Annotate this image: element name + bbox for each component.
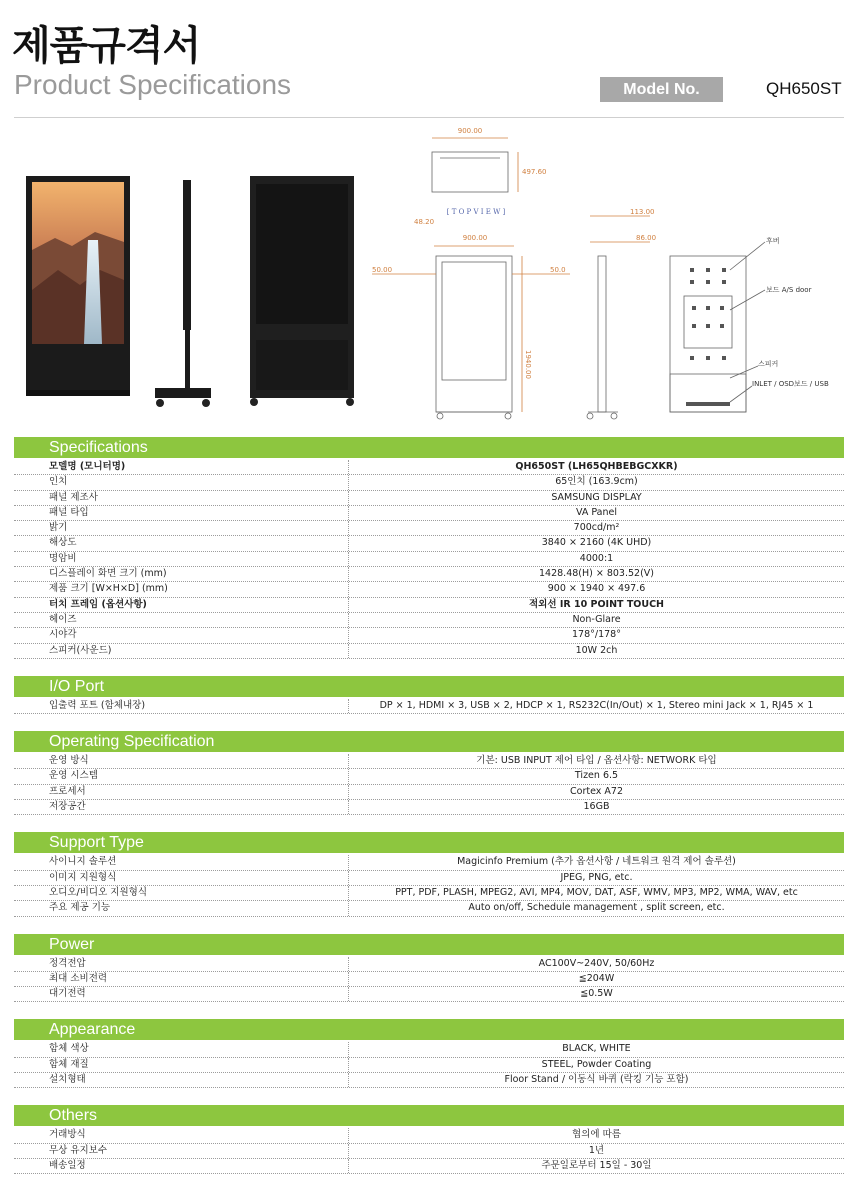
spec-row <box>14 972 844 987</box>
spec-value: BLACK, WHITE <box>562 1043 631 1055</box>
spec-value: 16GB <box>583 801 610 813</box>
section-header: Others <box>14 1105 844 1126</box>
spec-key: 최대 소비전력 <box>14 972 349 986</box>
spec-key: 제품 크기 [W×H×D] (mm) <box>14 582 349 596</box>
page-title-english: Product Specifications <box>14 69 292 100</box>
spec-key: 패널 제조사 <box>14 491 349 505</box>
spec-row <box>14 754 844 769</box>
spec-row <box>14 1058 844 1073</box>
spec-row <box>14 628 844 643</box>
spec-section <box>14 1105 844 1174</box>
spec-key: 패널 타입 <box>14 506 349 520</box>
spec-key: 입출력 포트 (함체내장) <box>14 699 349 713</box>
spec-value: ≦204W <box>578 972 615 984</box>
spec-key: 인치 <box>14 475 349 489</box>
spec-section <box>14 1019 844 1088</box>
spec-key: 저장공간 <box>14 800 349 814</box>
spec-section <box>14 676 844 714</box>
spec-section <box>14 934 844 1003</box>
spec-value: ≦0.5W <box>580 988 613 1000</box>
spec-row <box>14 1042 844 1057</box>
spec-sections <box>14 437 844 1191</box>
spec-row <box>14 460 844 475</box>
front-elevation-drawing <box>372 246 570 419</box>
rear-elevation-drawing <box>670 242 765 412</box>
spec-value: DP × 1, HDMI × 3, USB × 2, HDCP × 1, RS232C(In/Out) × 1, Stereo mini Jack × 1, RJ45 × 1 <box>379 699 814 711</box>
spec-row <box>14 871 844 886</box>
dim-top-width: 900.00 <box>457 127 483 135</box>
model-number-value: QH650ST <box>766 79 842 98</box>
spec-row <box>14 1073 844 1088</box>
spec-key: 시야각 <box>14 628 349 642</box>
dim-left-margin: 50.00 <box>372 266 393 274</box>
spec-value: Magicinfo Premium (추가 옵션사항 / 네트워크 원격 제어 솔루션) <box>457 856 736 868</box>
spec-value: 900 × 1940 × 497.6 <box>547 583 646 595</box>
spec-key: 함체 색상 <box>14 1042 349 1056</box>
spec-value: VA Panel <box>575 506 618 518</box>
spec-row <box>14 613 844 628</box>
spec-value: Cortex A72 <box>570 785 623 797</box>
spec-key: 운영 방식 <box>14 754 349 768</box>
spec-key: 무상 유지보수 <box>14 1144 349 1158</box>
spec-value: 주문일로부터 15일 - 30일 <box>541 1159 652 1171</box>
spec-key: 이미지 지원형식 <box>14 871 349 885</box>
spec-value: 10W 2ch <box>575 644 618 656</box>
spec-value: JPEG, PNG, etc. <box>560 871 633 883</box>
spec-row <box>14 1159 844 1174</box>
section-header: Power <box>14 934 844 955</box>
spec-row <box>14 769 844 784</box>
spec-key: 거래방식 <box>14 1128 349 1142</box>
spec-value: Non-Glare <box>572 613 621 625</box>
spec-key: 해상도 <box>14 536 349 550</box>
spec-key: 모델명 (모니터명) <box>14 460 349 474</box>
spec-row <box>14 901 844 916</box>
spec-value: 1428.48(H) × 803.52(V) <box>539 568 654 580</box>
callout-speaker: 스피커 <box>758 360 779 368</box>
rear-vent-pattern <box>686 268 730 406</box>
spec-key: 오디오/비디오 지원형식 <box>14 886 349 900</box>
top-view-label: [ T O P V I E W ] <box>446 208 506 216</box>
spec-key: 명암비 <box>14 552 349 566</box>
spec-value: Tizen 6.5 <box>574 770 619 782</box>
spec-value: 기본: USB INPUT 제어 타입 / 옵션사항: NETWORK 타입 <box>476 755 717 767</box>
spec-value: 4000:1 <box>579 552 614 564</box>
spec-key: 헤이즈 <box>14 613 349 627</box>
product-images <box>0 120 860 420</box>
spec-value: Auto on/off, Schedule management , split screen, etc. <box>468 902 725 914</box>
spec-value: 적외선 IR 10 POINT TOUCH <box>528 598 665 610</box>
spec-value: 협의에 따름 <box>572 1129 621 1141</box>
dim-top-depth: 497.60 <box>522 168 547 176</box>
spec-row <box>14 644 844 659</box>
spec-row <box>14 582 844 597</box>
spec-row <box>14 957 844 972</box>
spec-value: Floor Stand / 이동식 바퀴 (락킹 기능 포함) <box>504 1074 689 1086</box>
spec-value: 65인치 (163.9cm) <box>555 476 638 488</box>
spec-row <box>14 552 844 567</box>
spec-section <box>14 437 844 659</box>
product-back-photo <box>250 176 354 406</box>
callout-inlet: INLET / OSD보드 / USB <box>752 380 829 388</box>
spec-row <box>14 1144 844 1159</box>
spec-row <box>14 506 844 521</box>
spec-value: 3840 × 2160 (4K UHD) <box>541 537 652 549</box>
spec-row <box>14 699 844 714</box>
spec-key: 사이니지 솔루션 <box>14 855 349 869</box>
spec-key: 터치 프레임 (옵션사항) <box>14 598 349 612</box>
spec-row <box>14 785 844 800</box>
product-side-photo <box>155 180 211 407</box>
spec-key: 함체 재질 <box>14 1058 349 1072</box>
section-header: Support Type <box>14 832 844 853</box>
spec-row <box>14 987 844 1002</box>
spec-key: 설치형태 <box>14 1073 349 1087</box>
section-header: Appearance <box>14 1019 844 1040</box>
spec-key: 주요 제공 기능 <box>14 901 349 915</box>
spec-value: QH650ST (LH65QHBEBGCXKR) <box>515 461 678 472</box>
spec-row <box>14 536 844 551</box>
dim-side-depth-1: 113.00 <box>630 208 655 216</box>
section-header: Operating Specification <box>14 731 844 752</box>
spec-key: 프로세서 <box>14 785 349 799</box>
dim-height: 1940.00 <box>524 350 532 379</box>
spec-value: AC100V~240V, 50/60Hz <box>538 957 655 969</box>
dim-top-offset: 48.20 <box>414 218 435 226</box>
section-header: I/O Port <box>14 676 844 697</box>
spec-key: 정격전압 <box>14 957 349 971</box>
spec-value: 700cd/m² <box>573 522 620 534</box>
spec-section <box>14 832 844 916</box>
spec-value: 1년 <box>588 1144 605 1156</box>
top-view-drawing <box>432 138 518 192</box>
spec-value: 178°/178° <box>572 629 621 641</box>
model-number-label: Model No. <box>600 77 723 102</box>
spec-key: 디스플레이 화면 크기 (mm) <box>14 567 349 581</box>
spec-key: 스피커(사운드) <box>14 644 349 658</box>
side-elevation-drawing <box>587 216 650 419</box>
product-front-photo <box>26 176 130 396</box>
dim-side-depth-2: 86.00 <box>636 234 657 242</box>
spec-row <box>14 1128 844 1143</box>
dim-right-margin: 50.0 <box>550 266 566 274</box>
spec-key: 밝기 <box>14 521 349 535</box>
callout-board-door: 보드 A/S door <box>766 286 812 294</box>
spec-section <box>14 731 844 815</box>
header-divider <box>14 117 844 118</box>
spec-row <box>14 886 844 901</box>
section-header: Specifications <box>14 437 844 458</box>
spec-row <box>14 475 844 490</box>
spec-value: SAMSUNG DISPLAY <box>551 491 642 503</box>
page-title-korean: 제품규격서 <box>12 23 201 69</box>
spec-row <box>14 800 844 815</box>
spec-key: 배송일정 <box>14 1159 349 1173</box>
dim-front-width: 900.00 <box>462 234 488 242</box>
spec-row <box>14 855 844 870</box>
spec-value: STEEL, Powder Coating <box>541 1058 652 1070</box>
spec-row <box>14 598 844 613</box>
spec-row <box>14 521 844 536</box>
spec-value: PPT, PDF, PLASH, MPEG2, AVI, MP4, MOV, DAT, ASF, WMV, MP3, MP2, WMA, WAV, etc <box>395 886 798 898</box>
spec-row <box>14 567 844 582</box>
spec-row <box>14 491 844 506</box>
callout-vent: 후버 <box>766 237 780 245</box>
spec-key: 대기전력 <box>14 987 349 1001</box>
spec-key: 운영 시스템 <box>14 769 349 783</box>
